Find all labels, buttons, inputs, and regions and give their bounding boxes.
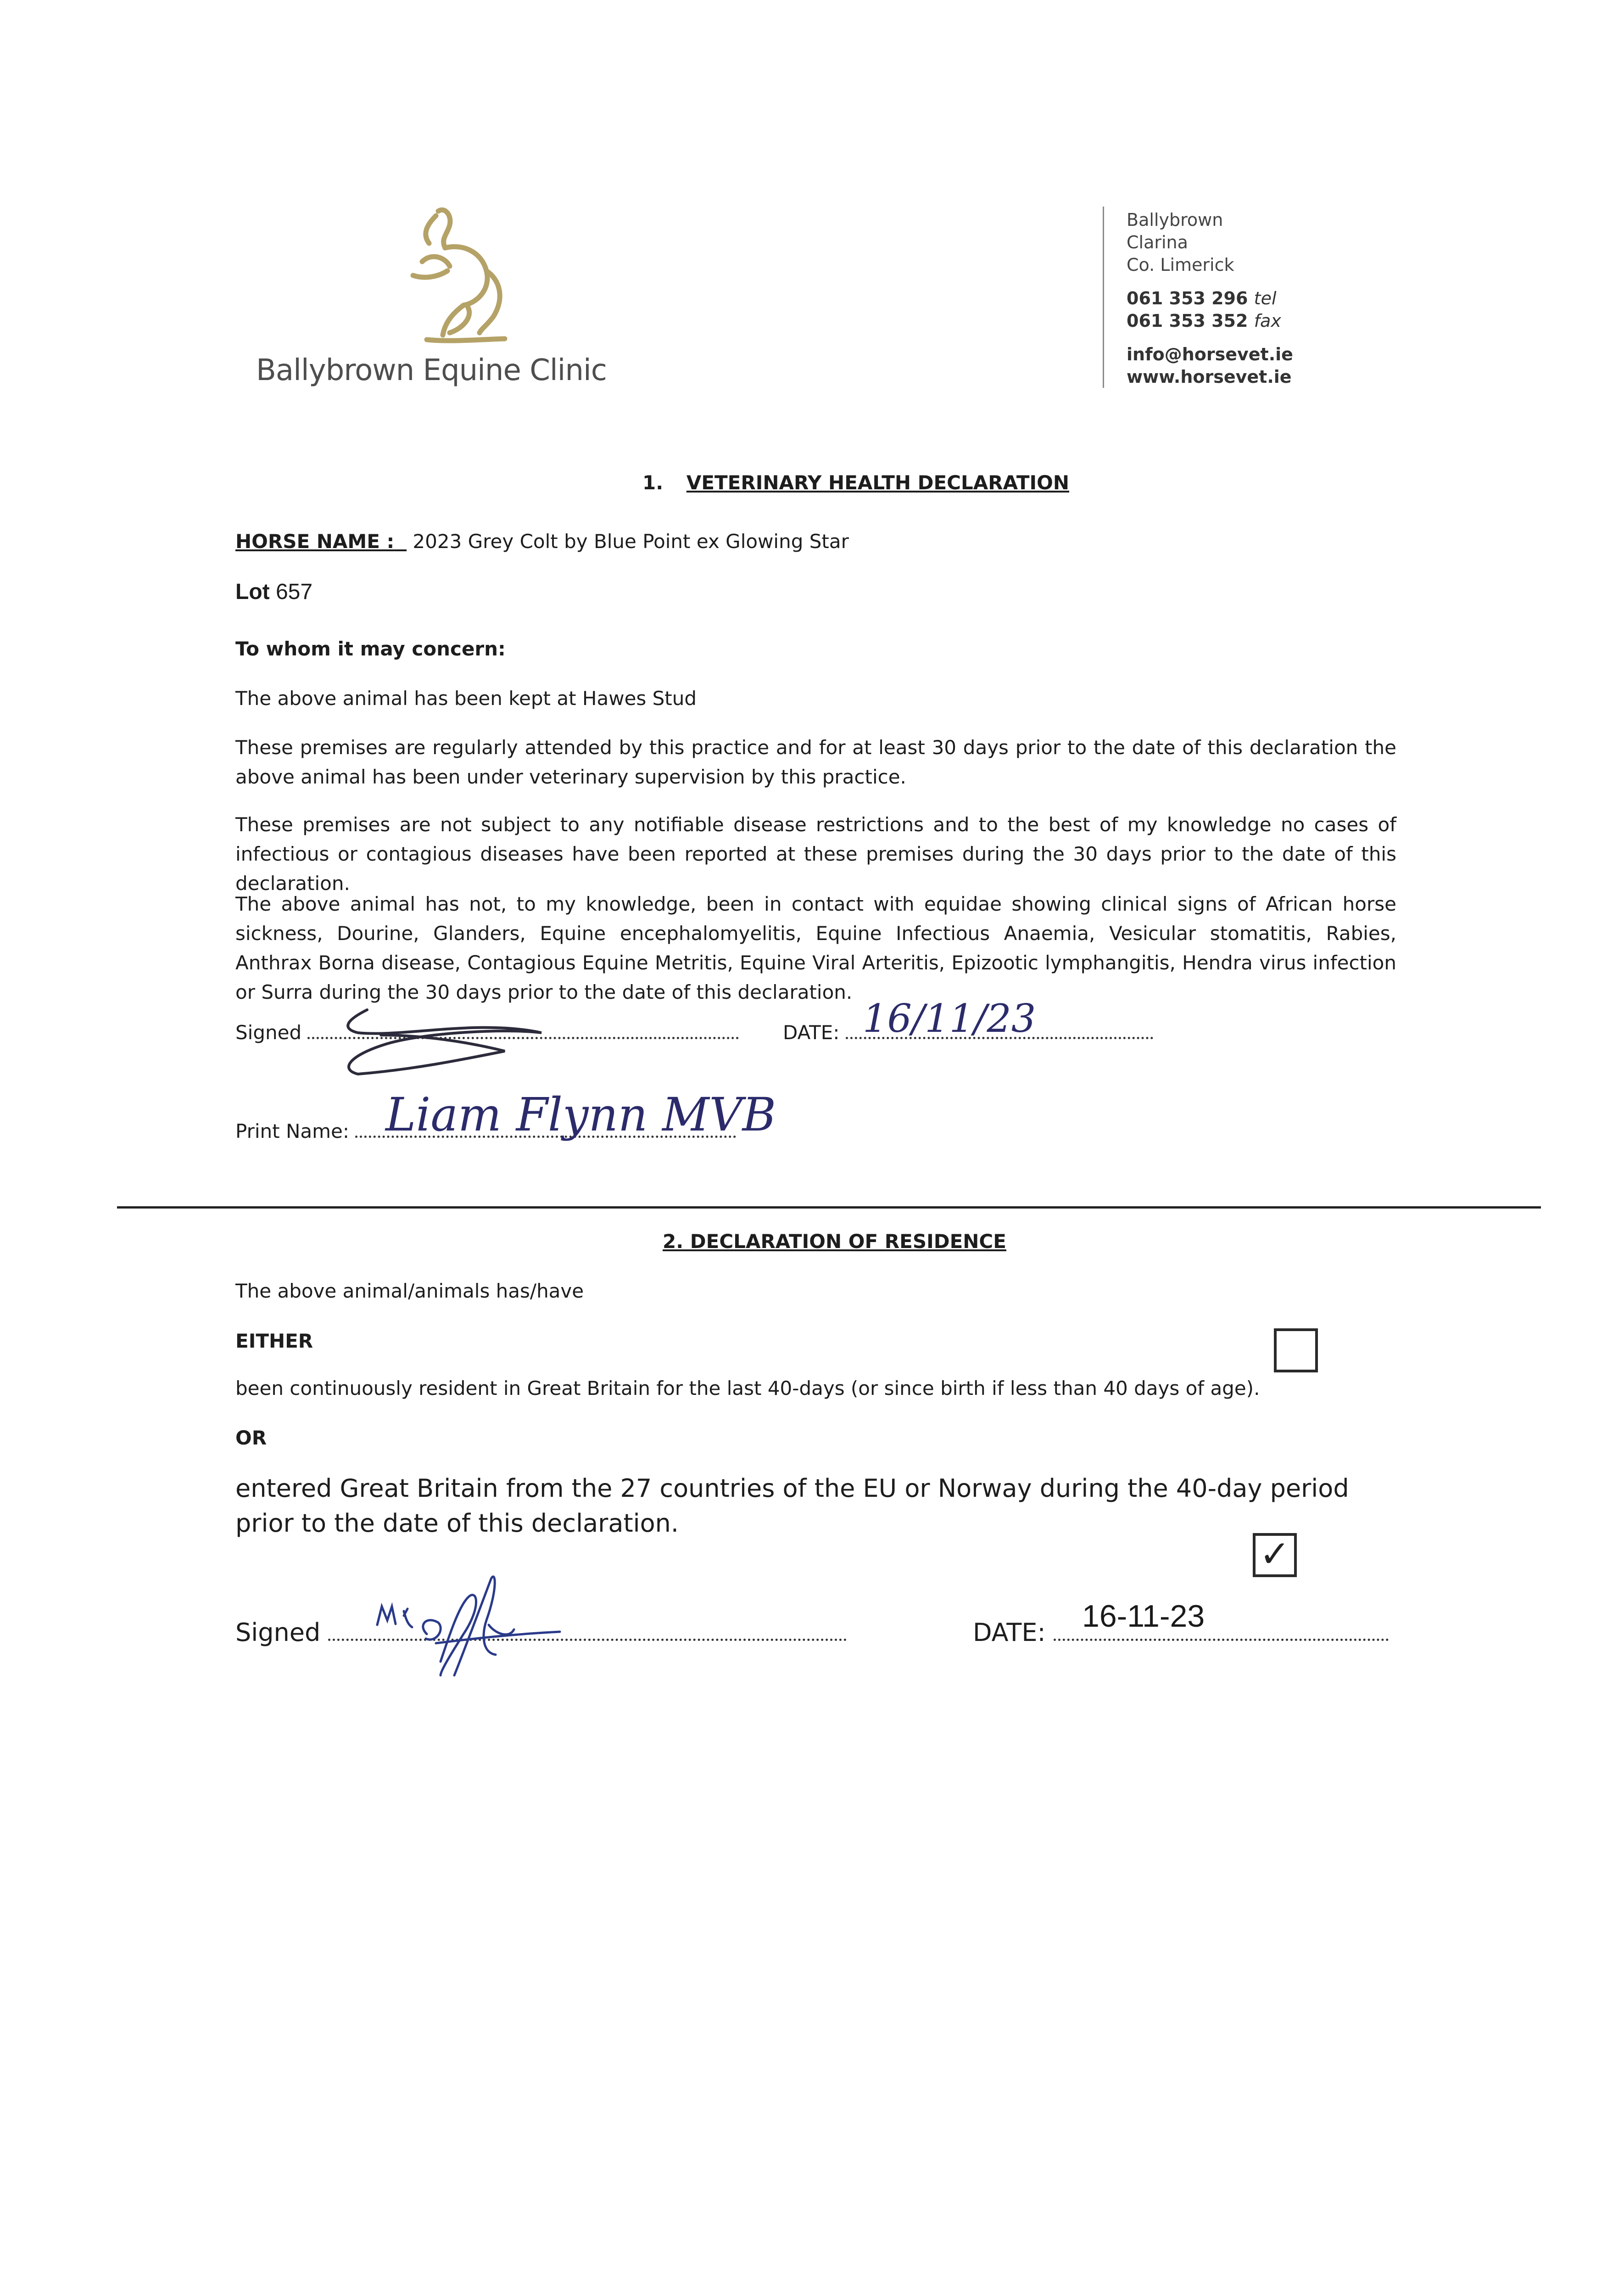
option1-text: been continuously resident in Great Britain for the last 40-days (or since birth if less than 40 days of age). <box>235 1377 1260 1399</box>
vet-signature-2 <box>372 1570 574 1689</box>
email-link[interactable]: info@horsevet.ie <box>1127 344 1293 364</box>
section2-title: 2. DECLARATION OF RESIDENCE <box>663 1230 1006 1253</box>
lot-label: Lot <box>235 580 270 604</box>
address-line-3: Co. Limerick <box>1127 255 1234 275</box>
section1-number: 1. <box>642 471 664 494</box>
phone-number: 061 353 296 <box>1127 288 1248 308</box>
signed-label-1: Signed <box>235 1021 302 1044</box>
salutation: To whom it may concern: <box>235 638 506 660</box>
section1-heading <box>642 468 1069 498</box>
option1-checkbox[interactable] <box>1274 1328 1318 1372</box>
supervision-paragraph: These premises are regularly attended by this practice and for at least 30 days prior to the date of this declaration the above animal has been under veterinary supervision by this practice. <box>235 736 1396 788</box>
print-name-value: Liam Flynn MVB <box>385 1088 776 1142</box>
section-divider <box>117 1206 1541 1209</box>
clinic-address-block <box>1127 209 1293 388</box>
fax-label: fax <box>1254 311 1281 331</box>
date-value-2: 16-11-23 <box>1082 1599 1205 1634</box>
date-value-1: 16/11/23 <box>863 996 1036 1041</box>
fax-line <box>1127 310 1293 332</box>
lot-number: 657 <box>275 580 313 604</box>
phone-line <box>1127 287 1293 310</box>
disease-contact-paragraph: The above animal has not, to my knowledge, been in contact with equidae showing clinical signs of African horse sickness, Dourine, Glanders, Equine encephalomyelitis, Equine Infectious Anaemia, Vesicular stomatitis, Rabies, Anthrax Borna disease, Contagious Equine Metritis, Equine Viral Arteritis, Epizootic lymphangitis, Hendra virus infection or Surra during the 30 days prior to the date of this declaration. <box>235 893 1396 1003</box>
or-label: OR <box>235 1427 267 1449</box>
date-label-2: DATE: <box>973 1618 1046 1647</box>
premises-paragraph: These premises are not subject to any notifiable disease restrictions and to the best of my knowledge no cases of infectious or contagious diseases have been reported at these premises during the 30 days prior to the date of this declaration. <box>235 813 1396 895</box>
horse-logo-icon <box>395 202 523 349</box>
either-label: EITHER <box>235 1330 313 1352</box>
section2-intro: The above animal/animals has/have <box>235 1280 584 1302</box>
phone-label: tel <box>1254 288 1277 308</box>
address-divider <box>1103 207 1104 388</box>
kept-at-text: The above animal has been kept at Hawes Stud <box>235 687 697 710</box>
section1-title: VETERINARY HEALTH DECLARATION <box>686 471 1069 494</box>
horse-name-label: HORSE NAME : <box>235 530 395 553</box>
print-name-label: Print Name: <box>235 1120 350 1142</box>
signed-label-2: Signed <box>235 1618 321 1647</box>
option2-checkbox[interactable]: ✓ <box>1253 1533 1297 1577</box>
horse-name-value: 2023 Grey Colt by Blue Point ex Glowing Star <box>413 530 849 553</box>
clinic-name: Ballybrown Equine Clinic <box>256 353 607 387</box>
section2-heading <box>663 1227 1006 1256</box>
option2-text: entered Great Britain from the 27 countries of the EU or Norway during the 40-day period prior to the date of this declaration. <box>235 1474 1349 1538</box>
address-line-2: Clarina <box>1127 232 1188 252</box>
horse-name-line <box>235 527 849 556</box>
date-label-1: DATE: <box>783 1021 840 1044</box>
address-line-1: Ballybrown <box>1127 210 1223 230</box>
fax-number: 061 353 352 <box>1127 311 1248 331</box>
vet-signature-1 <box>330 1001 569 1088</box>
lot-line <box>235 579 313 605</box>
website-link[interactable]: www.horsevet.ie <box>1127 367 1292 387</box>
